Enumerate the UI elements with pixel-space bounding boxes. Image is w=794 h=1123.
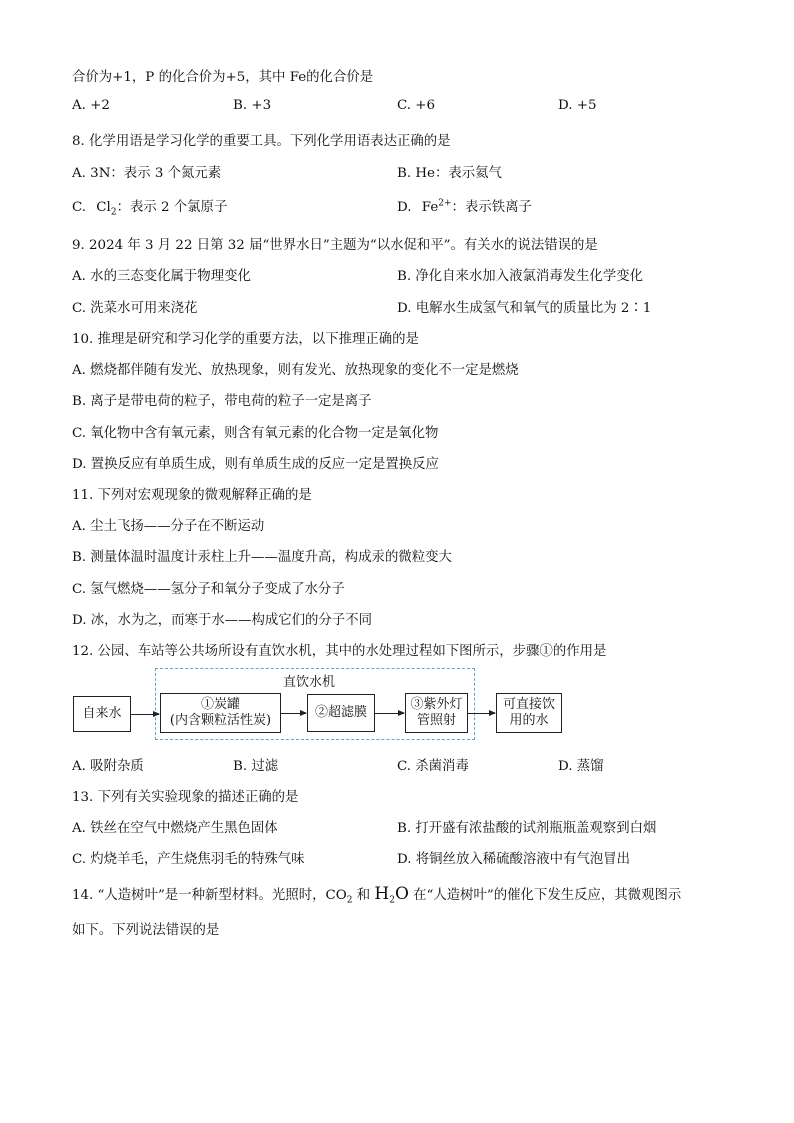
q9-option-d: D. 电解水生成氢气和氧气的质量比为 2∶1: [397, 301, 652, 316]
q12-option-a: A. 吸附杂质: [72, 759, 144, 774]
q14-h2o-sub: 2: [389, 895, 395, 906]
q9-option-b: B. 净化自来水加入液氯消毒发生化学变化: [397, 269, 643, 284]
step3-box: [405, 693, 468, 733]
q11-stem: 11. 下列对宏观现象的微观解释正确的是: [72, 488, 312, 503]
q14-h2o-o: O: [394, 884, 409, 904]
q14-h2o-h: H: [374, 884, 390, 904]
q8-option-b: B. He：表示氦气: [397, 166, 502, 181]
q8-d-prefix: D.: [397, 200, 412, 215]
q14-stem-line1: [72, 884, 681, 906]
q8-c-formula: Cl: [96, 200, 111, 215]
q14-stem-part1: 14. “人造树叶”是一种新型材料。光照时，: [72, 888, 326, 903]
q7-option-b: B. +3: [233, 98, 272, 113]
q12-stem: 12. 公园、车站等公共场所设有直饮水机，其中的水处理过程如下图所示，步骤①的作用是: [72, 644, 607, 659]
output-box: [496, 693, 562, 733]
q9-option-c: C. 洗菜水可用来浇花: [72, 301, 198, 316]
arrow-1: [131, 714, 159, 715]
source-label: 自来水: [82, 706, 122, 721]
q11-option-b: B. 测量体温时温度计汞柱上升——温度升高，构成汞的微粒变大: [72, 550, 452, 565]
q10-option-a: A. 燃烧都伴随有发光、放热现象，则有发光、放热现象的变化不一定是燃烧: [72, 363, 519, 378]
q10-stem: 10. 推理是研究和学习化学的重要方法，以下推理正确的是: [72, 332, 419, 347]
arrow-2: [281, 713, 306, 714]
step3-line2: 管照射: [416, 713, 456, 728]
q7-option-a: A. +2: [72, 98, 110, 113]
q8-option-c: [72, 196, 227, 218]
step1-line2: (内含颗粒活性炭): [169, 713, 272, 728]
q8-option-a: A. 3N：表示 3 个氮元素: [72, 166, 222, 181]
source-box: [73, 696, 131, 732]
q8-d-formula: Fe: [421, 200, 439, 215]
q10-option-b: B. 离子是带电荷的粒子，带电荷的粒子一定是离子: [72, 394, 372, 409]
q11-option-c: C. 氢气燃烧——氢分子和氧分子变成了水分子: [72, 582, 345, 597]
q13-option-a: A. 铁丝在空气中燃烧产生黑色固体: [72, 821, 278, 836]
q10-option-d: D. 置换反应有单质生成，则有单质生成的反应一定是置换反应: [72, 457, 439, 472]
q9-stem: 9. 2024 年 3 月 22 日第 32 届“世界水日”主题为“以水促和平”。有关水的说法错误的是: [72, 238, 598, 253]
q13-option-c: C. 灼烧羊毛，产生烧焦羽毛的特殊气味: [72, 852, 305, 867]
q14-co2: CO: [325, 888, 347, 903]
q14-co2-sub: 2: [346, 895, 353, 906]
arrow-3: [375, 713, 404, 714]
q8-c-text: ：表示 2 个氯原子: [116, 200, 228, 215]
q12-option-c: C. 杀菌消毒: [397, 759, 469, 774]
step3-line1: ③紫外灯: [410, 697, 463, 712]
q8-option-d: [397, 196, 532, 215]
step2-label: ②超滤膜: [314, 705, 367, 720]
q13-option-d: D. 将铜丝放入稀硫酸溶液中有气泡冒出: [397, 852, 631, 867]
q13-option-b: B. 打开盛有浓盐酸的试剂瓶瓶盖观察到白烟: [397, 821, 657, 836]
step1-box: [160, 693, 281, 733]
q8-c-prefix: C.: [72, 200, 87, 215]
q7-stem-tail: 合价为+1，P 的化合价为+5，其中 Fe的化合价是: [72, 70, 374, 85]
q12-option-d: D. 蒸馏: [558, 759, 604, 774]
q8-c-sub: 2: [110, 207, 117, 218]
arrow-4: [468, 713, 495, 714]
q8-d-sup: 2+: [438, 198, 452, 209]
q14-and: 和: [352, 888, 375, 903]
q10-option-c: C. 氧化物中含有氧元素，则含有氧元素的化合物一定是氧化物: [72, 426, 439, 441]
q9-option-a: A. 水的三态变化属于物理变化: [72, 269, 251, 284]
q8-d-text: ：表示铁离子: [451, 200, 532, 215]
step2-box: [307, 694, 375, 732]
q14-stem-line2: 如下。下列说法错误的是: [72, 923, 220, 938]
q11-option-d: D. 冰，水为之，而寒于水——构成它们的分子不同: [72, 613, 372, 628]
output-line1: 可直接饮: [502, 697, 555, 712]
machine-title: 直饮水机: [283, 675, 336, 690]
q11-option-a: A. 尘土飞扬——分子在不断运动: [72, 519, 265, 534]
q8-stem: 8. 化学用语是学习化学的重要工具。下列化学用语表达正确的是: [72, 134, 451, 149]
q12-option-b: B. 过滤: [233, 759, 279, 774]
q7-option-d: D. +5: [558, 98, 597, 113]
q7-option-c: C. +6: [397, 98, 436, 113]
output-line2: 用的水: [509, 713, 549, 728]
q13-stem: 13. 下列有关实验现象的描述正确的是: [72, 790, 299, 805]
step1-line1: ①炭罐: [200, 697, 240, 712]
q14-stem-part2: 在“人造树叶”的催化下发生反应，其微观图示: [408, 888, 682, 903]
